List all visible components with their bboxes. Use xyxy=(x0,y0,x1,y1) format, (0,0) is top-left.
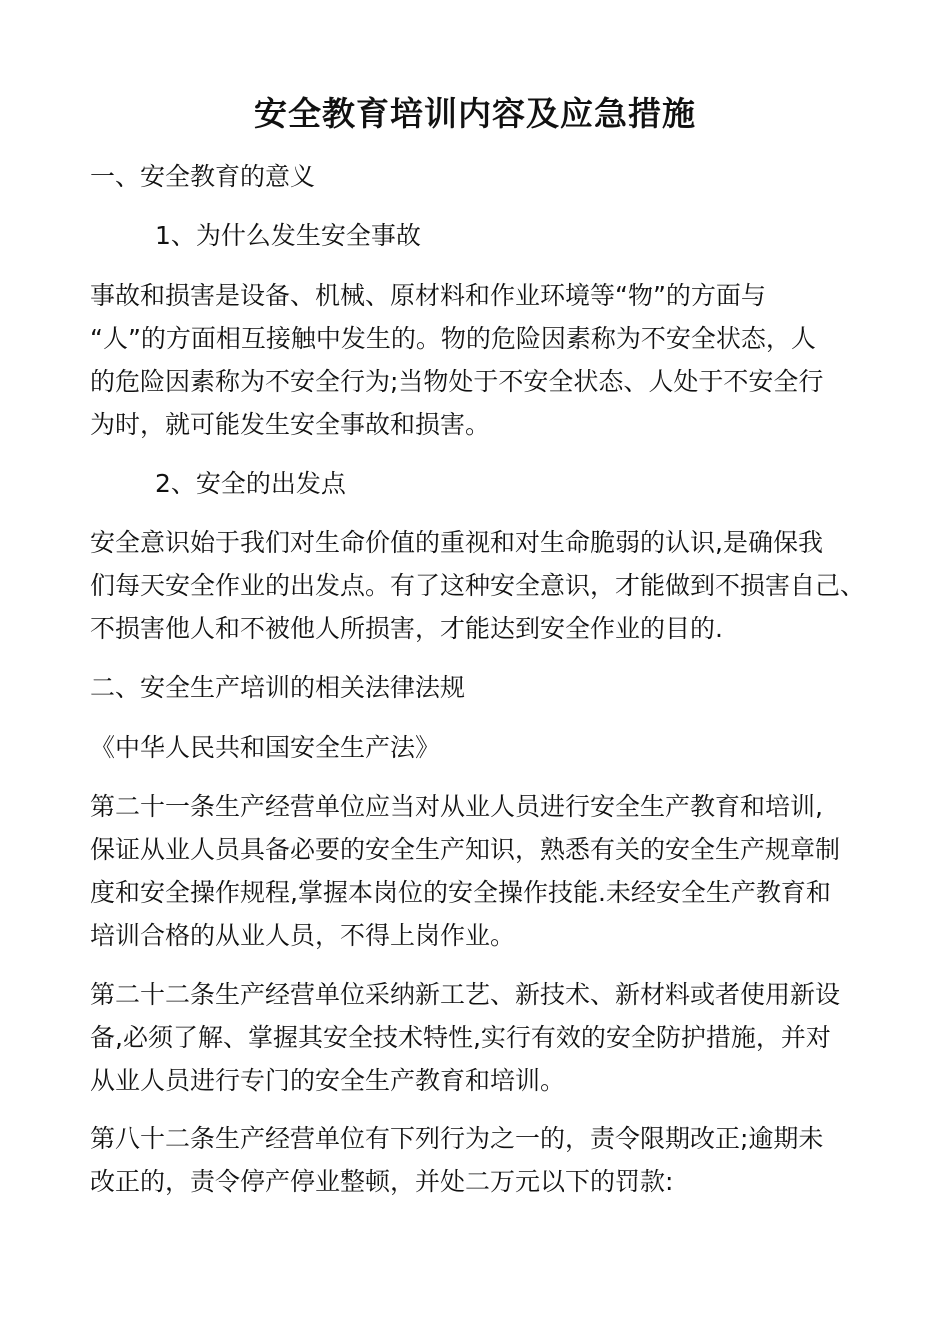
subsection-heading-1-1 xyxy=(155,214,945,257)
paragraph-accident-cause xyxy=(90,274,880,446)
paragraph-line: 第二十一条生产经营单位应当对从业人员进行安全生产教育和培训, xyxy=(90,792,823,821)
paragraph-line: 保证从业人员具备必要的安全生产知识，熟悉有关的安全生产规章制 xyxy=(90,835,841,864)
law-title xyxy=(90,726,880,769)
paragraph-safety-starting-point xyxy=(90,521,880,650)
section-heading-1 xyxy=(90,155,880,198)
paragraph-line: 不损害他人和不被他人所损害，才能达到安全作业的目的. xyxy=(90,614,723,643)
paragraph-line: 从业人员进行专门的安全生产教育和培训。 xyxy=(90,1066,566,1095)
law-title-text: 《中华人民共和国安全生产法》 xyxy=(90,733,441,762)
paragraph-line: 事故和损害是设备、机械、原材料和作业环境等“物”的方面与 xyxy=(90,281,766,310)
document-title: 安全教育培训内容及应急措施 xyxy=(254,94,696,133)
paragraph-line: 安全意识始于我们对生命价值的重视和对生命脆弱的认识,是确保我 xyxy=(90,528,823,557)
paragraph-line: 为时，就可能发生安全事故和损害。 xyxy=(90,410,491,439)
paragraph-line: 们每天安全作业的出发点。有了这种安全意识，才能做到不损害自己、 xyxy=(90,571,866,600)
paragraph-line: 培训合格的从业人员，不得上岗作业。 xyxy=(90,921,516,950)
section-heading-2 xyxy=(90,666,880,709)
heading-text: 二、安全生产培训的相关法律法规 xyxy=(90,673,466,702)
subsection-heading-1-2 xyxy=(155,462,945,505)
heading-text: 1、为什么发生安全事故 xyxy=(155,221,421,250)
paragraph-line: 第二十二条生产经营单位采纳新工艺、新技术、新材料或者使用新设 xyxy=(90,980,841,1009)
heading-text: 一、安全教育的意义 xyxy=(90,162,316,191)
paragraph-line: “人”的方面相互接触中发生的。物的危险因素称为不安全状态，人 xyxy=(90,324,816,353)
paragraph-line: 备,必须了解、掌握其安全技术特性,实行有效的安全防护措施，并对 xyxy=(90,1023,831,1052)
paragraph-line: 第八十二条生产经营单位有下列行为之一的，责令限期改正;逾期未 xyxy=(90,1124,824,1153)
heading-text: 2、安全的出发点 xyxy=(155,469,346,498)
paragraph-article-22 xyxy=(90,973,880,1102)
paragraph-line: 改正的，责令停产停业整顿，并处二万元以下的罚款: xyxy=(90,1167,674,1196)
paragraph-line: 的危险因素称为不安全行为;当物处于不安全状态、人处于不安全行 xyxy=(90,367,824,396)
paragraph-line: 度和安全操作规程,掌握本岗位的安全操作技能.未经安全生产教育和 xyxy=(90,878,831,907)
paragraph-article-21 xyxy=(90,785,880,957)
paragraph-article-82 xyxy=(90,1117,880,1203)
